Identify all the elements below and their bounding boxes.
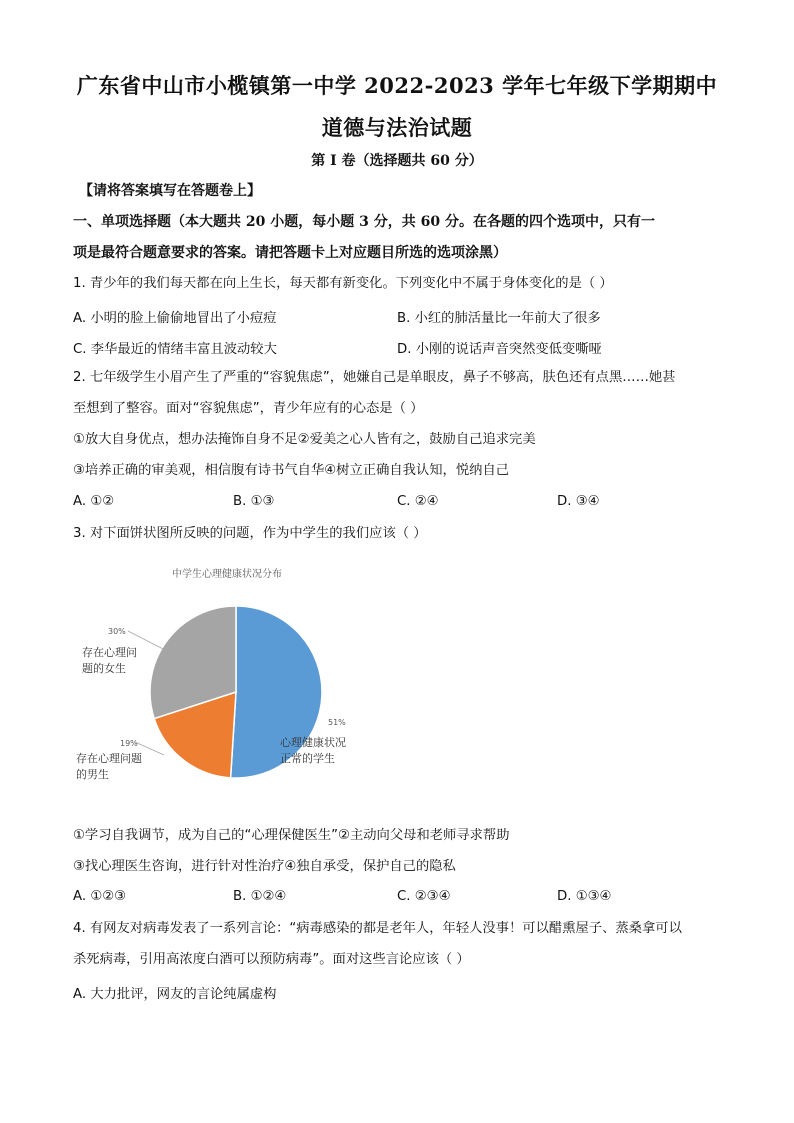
data-label: 19% [120, 739, 138, 748]
q2-statements-2: ③培养正确的审美观，相信腹有诗书气自华④树立正确自我认知，悦纳自己 [73, 463, 510, 478]
q4-stem-line-1: 4. 有网友对病毒发表了一系列言论：“病毒感染的都是老年人，年轻人没事！可以醋熏屋子、蒸桑拿可以 [73, 921, 682, 936]
exam-subject-title: 道德与法治试题 [321, 115, 473, 140]
category-label: 存在心理问题 [76, 752, 142, 765]
q3-statements-1: ①学习自我调节，成为自己的“心理保健医生”②主动向父母和老师寻求帮助 [73, 828, 510, 843]
q2-stem-line-2: 至想到了整容。面对“容貌焦虑”，青少年应有的心态是（ ） [73, 401, 424, 416]
category-label: 心理健康状况 [280, 736, 346, 749]
q1-option-c: C. 李华最近的情绪丰富且波动较大 [73, 342, 277, 357]
q1-option-a: A. 小明的脸上偷偷地冒出了小痘痘 [73, 311, 277, 326]
category-label: 题的女生 [82, 662, 126, 675]
q4-option-a: A. 大力批评，网友的言论纯属虚构 [73, 987, 277, 1002]
q2-statements-1: ①放大自身优点，想办法掩饰自身不足②爱美之心人皆有之，鼓励自己追求完美 [73, 432, 536, 447]
q1-option-d: D. 小刚的说话声音突然变低变嘶哑 [397, 342, 602, 357]
q4-stem-line-2: 杀死病毒，引用高浓度白酒可以预防病毒”。面对这些言论应该（ ） [73, 952, 470, 967]
instructions-line-2: 项是最符合题意要求的答案。请把答题卡上对应题目所选的选项涂黑） [73, 245, 507, 261]
exam-title: 广东省中山市小榄镇第一中学 2022-2023 学年七年级下学期期中 [76, 73, 718, 98]
data-label: 30% [108, 627, 126, 636]
q2-option-a: A. ①② [73, 494, 115, 509]
q2-stem-line-1: 2. 七年级学生小眉产生了严重的“容貌焦虑”，她嫌自己是单眼皮，鼻子不够高，肤色还有点黑……她甚 [73, 370, 676, 385]
q3-option-b: B. ①②④ [233, 889, 287, 904]
q3-statements-2: ③找心理医生咨询，进行针对性治疗④独自承受，保护自己的隐私 [73, 859, 456, 874]
chart-title: 中学生心理健康状况分布 [172, 569, 282, 580]
q2-option-c: C. ②④ [397, 494, 439, 509]
data-label: 51% [328, 718, 346, 727]
q3-option-d: D. ①③④ [557, 889, 612, 904]
section-heading: 第 I 卷（选择题共 60 分） [311, 153, 483, 169]
category-label: 正常的学生 [280, 752, 335, 765]
category-label: 的男生 [76, 768, 109, 781]
q1-option-b: B. 小红的肺活量比一年前大了很多 [397, 311, 601, 326]
q2-option-d: D. ③④ [557, 494, 600, 509]
answer-note: 【请将答案填写在答题卷上】 [79, 183, 261, 199]
pie-chart [60, 580, 380, 800]
q3-option-a: A. ①②③ [73, 889, 127, 904]
q3-stem: 3. 对下面饼状图所反映的问题，作为中学生的我们应该（ ） [73, 526, 427, 541]
q2-option-b: B. ①③ [233, 494, 275, 509]
instructions-line-1: 一、单项选择题（本大题共 20 小题，每小题 3 分，共 60 分。在各题的四个选项中，只有一 [73, 214, 655, 230]
q1-stem: 1. 青少年的我们每天都在向上生长，每天都有新变化。下列变化中不属于身体变化的是（ ） [73, 276, 613, 291]
category-label: 存在心理问 [82, 646, 137, 659]
q3-option-c: C. ②③④ [397, 889, 451, 904]
